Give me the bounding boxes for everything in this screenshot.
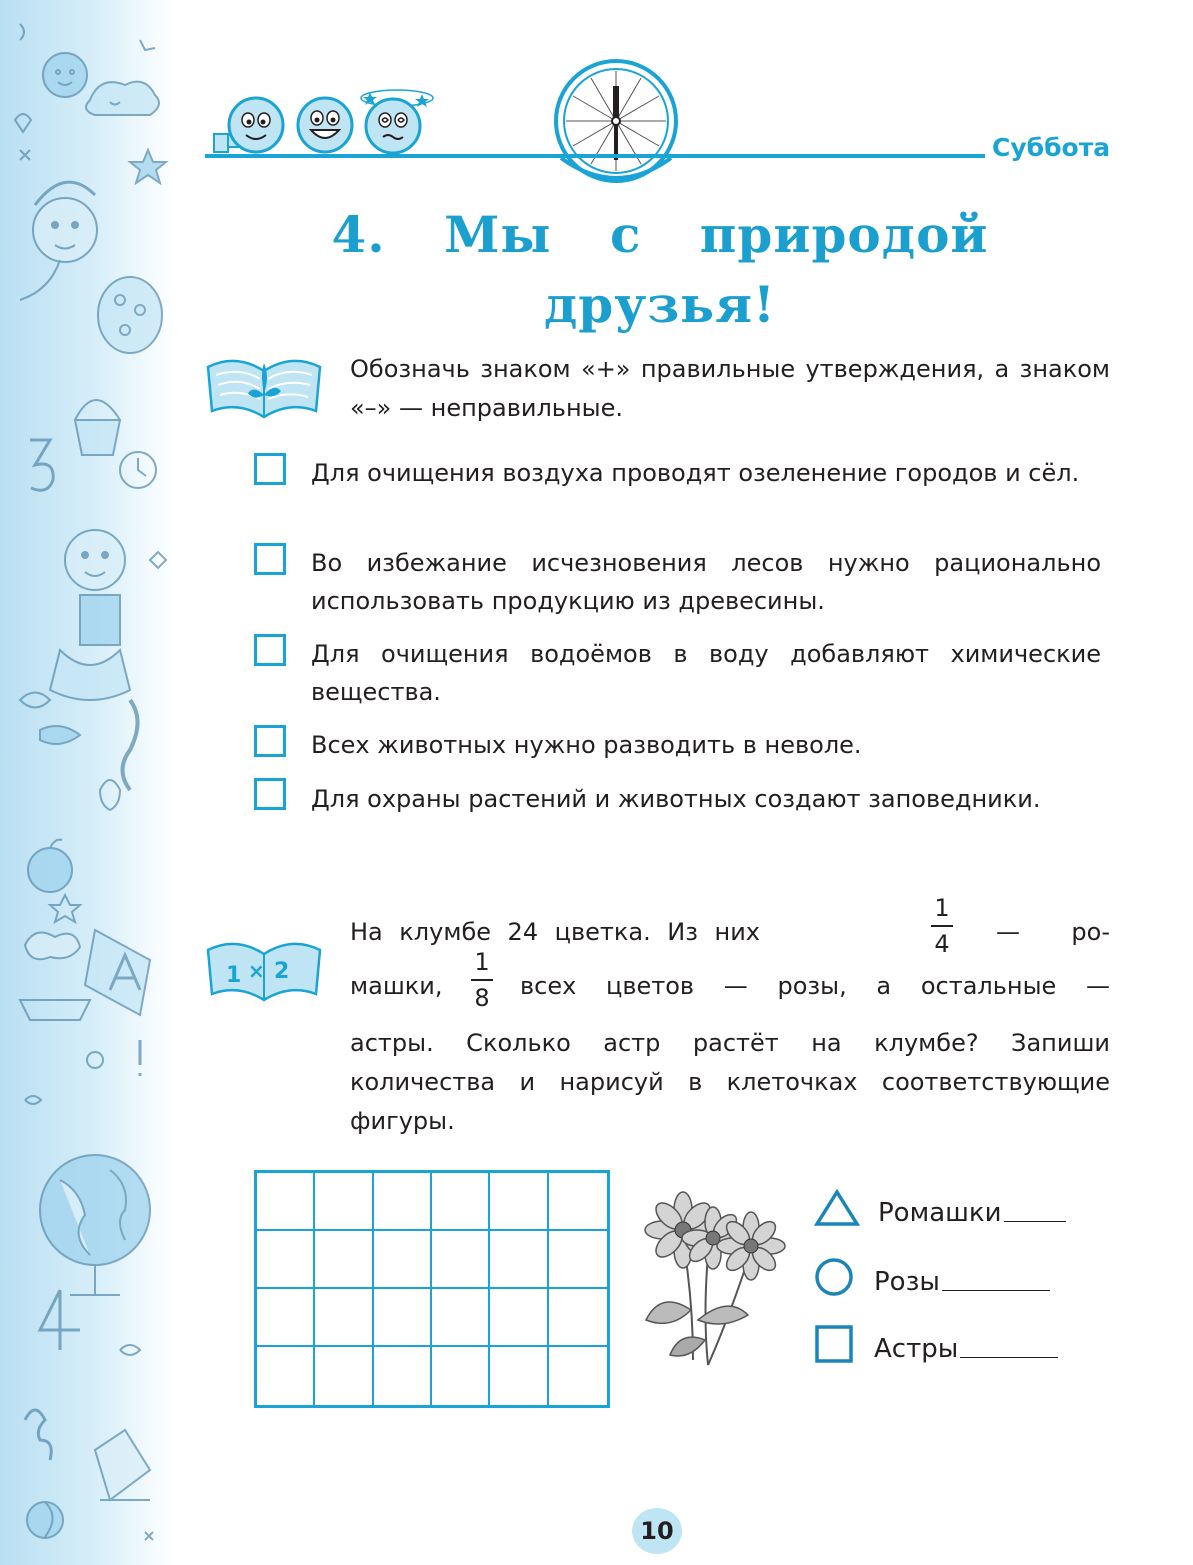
grid-cell[interactable] xyxy=(315,1231,373,1289)
fraction-numerator: 1 xyxy=(474,948,490,976)
doodle-icon xyxy=(0,0,175,1565)
grid-cell[interactable] xyxy=(549,1231,607,1289)
grid-cell[interactable] xyxy=(432,1173,490,1231)
svg-text:1: 1 xyxy=(226,963,242,988)
grid-cell[interactable] xyxy=(490,1173,548,1231)
statement-text: Во избежание исчезновения лесов нужно рационально использовать продукцию из древесины. xyxy=(311,549,1101,615)
grid-cell[interactable] xyxy=(549,1289,607,1347)
math-book-icon xyxy=(204,930,324,1009)
legend-row-chamomiles xyxy=(814,1188,1066,1228)
grid-cell[interactable] xyxy=(257,1231,315,1289)
statement-text: Для охраны растений и животных создают заповедники. xyxy=(311,785,1041,813)
grid-cell[interactable] xyxy=(374,1289,432,1347)
grid-cell[interactable] xyxy=(432,1231,490,1289)
thumbs-up-smiling-face-icon xyxy=(206,94,286,160)
fraction-denominator: 4 xyxy=(934,930,950,958)
problem-text: всех цветов — розы, а остальные — xyxy=(520,972,1110,1000)
legend-row-asters xyxy=(814,1324,1058,1364)
statement-text: Всех животных нужно разводить в неволе. xyxy=(311,731,862,759)
fraction-bar xyxy=(931,925,953,927)
svg-text:×: × xyxy=(248,959,265,983)
fraction-one-eighth xyxy=(470,948,494,1012)
decorative-doodle-strip xyxy=(0,0,175,1565)
open-book-leaf-icon xyxy=(204,345,324,424)
grid-cell[interactable] xyxy=(374,1347,432,1405)
clock-icon xyxy=(553,58,679,192)
grid-cell[interactable] xyxy=(432,1347,490,1405)
legend-row-roses xyxy=(814,1257,1050,1297)
statement-checkbox[interactable] xyxy=(254,543,286,575)
answer-grid[interactable] xyxy=(254,1170,610,1408)
grid-cell[interactable] xyxy=(549,1173,607,1231)
laughing-face-icon xyxy=(294,94,356,160)
grid-cell[interactable] xyxy=(490,1289,548,1347)
grid-cell[interactable] xyxy=(374,1173,432,1231)
statement-text: Для очищения водоёмов в воду добавляют химические вещества. xyxy=(311,640,1101,706)
legend-label: Астры xyxy=(874,1334,959,1364)
statement-checkbox[interactable] xyxy=(254,778,286,810)
problem-text: машки, xyxy=(350,972,443,1000)
svg-text:2: 2 xyxy=(274,959,290,984)
page-title xyxy=(200,200,1120,340)
header-divider xyxy=(205,154,985,158)
triangle-icon xyxy=(814,1188,860,1228)
grid-cell[interactable] xyxy=(549,1347,607,1405)
grid-cell[interactable] xyxy=(490,1347,548,1405)
circle-icon xyxy=(814,1257,860,1297)
grid-cell[interactable] xyxy=(490,1231,548,1289)
problem-text: — ро- xyxy=(996,918,1110,946)
answer-blank[interactable] xyxy=(942,1289,1050,1291)
grid-cell[interactable] xyxy=(315,1289,373,1347)
task1-instruction: Обозначь знаком «+» правильные утверждения, а знаком «–» — неправильные. xyxy=(350,355,1110,422)
problem-text-rest: астры. Сколько астр растёт на клумбе? Запиши количества и нарисуй в клеточках соответствующие фигуры. xyxy=(350,1029,1110,1135)
legend-label: Ромашки xyxy=(878,1198,1002,1228)
square-icon xyxy=(814,1324,860,1364)
fraction-one-quarter xyxy=(930,894,954,958)
answer-blank[interactable] xyxy=(960,1356,1058,1358)
flowers-illustration-icon xyxy=(633,1190,793,1379)
fraction-denominator: 8 xyxy=(474,984,490,1012)
page-title-line1: 4. Мы с природой xyxy=(331,205,989,264)
fraction-numerator: 1 xyxy=(934,894,950,922)
fraction-bar xyxy=(471,979,493,981)
grid-cell[interactable] xyxy=(374,1231,432,1289)
grid-cell[interactable] xyxy=(432,1289,490,1347)
grid-cell[interactable] xyxy=(257,1289,315,1347)
problem-line-2 xyxy=(350,966,1110,1006)
problem-text: На клумбе 24 цветка. Из них xyxy=(350,918,760,946)
statement-checkbox[interactable] xyxy=(254,453,286,485)
statement-checkbox[interactable] xyxy=(254,725,286,757)
grid-cell[interactable] xyxy=(257,1173,315,1231)
legend-label: Розы xyxy=(874,1267,940,1297)
page-number: 10 xyxy=(632,1508,682,1554)
day-label: Суббота xyxy=(992,133,1111,162)
grid-cell[interactable] xyxy=(257,1347,315,1405)
grid-cell[interactable] xyxy=(315,1173,373,1231)
answer-blank[interactable] xyxy=(1004,1220,1066,1222)
grid-cell[interactable] xyxy=(315,1347,373,1405)
statement-text: Для очищения воздуха проводят озеленение городов и сёл. xyxy=(311,459,1080,487)
dizzy-face-icon xyxy=(356,82,438,162)
page-title-line2: друзья! xyxy=(543,275,777,334)
statement-checkbox[interactable] xyxy=(254,634,286,666)
problem-line-1 xyxy=(350,912,1110,952)
